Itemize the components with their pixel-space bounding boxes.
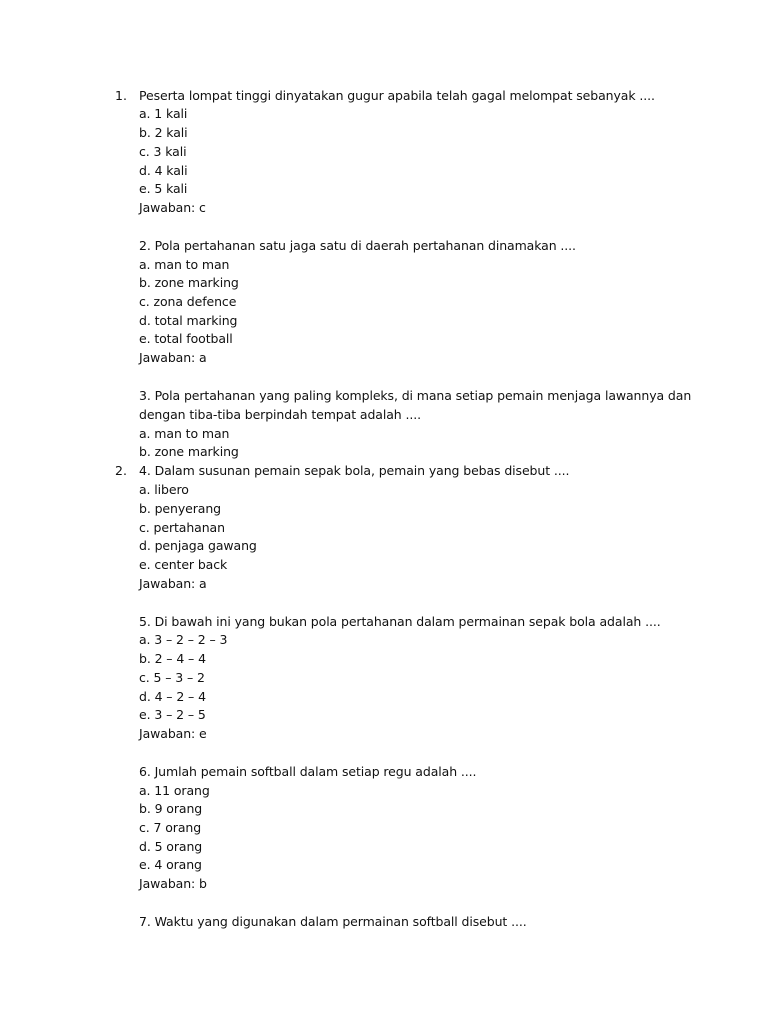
- question-3-text-line-2: dengan tiba-tiba berpindah tempat adalah ....: [139, 407, 421, 422]
- question-5-option-b: b. 2 – 4 – 4: [139, 651, 206, 666]
- question-7-text: 7. Waktu yang digunakan dalam permainan softball disebut ....: [139, 914, 527, 929]
- question-1-text: Peserta lompat tinggi dinyatakan gugur apabila telah gagal melompat sebanyak ....: [139, 88, 655, 103]
- question-2-answer: Jawaban: a: [139, 350, 207, 365]
- question-5-option-d: d. 4 – 2 – 4: [139, 689, 206, 704]
- list-marker-1: 1.: [115, 88, 127, 103]
- question-2-option-b: b. zone marking: [139, 275, 239, 290]
- question-1-option-c: c. 3 kali: [139, 144, 187, 159]
- question-4-option-e: e. center back: [139, 557, 228, 572]
- question-6-option-b: b. 9 orang: [139, 801, 203, 816]
- question-2-option-d: d. total marking: [139, 313, 238, 328]
- question-3-option-a: a. man to man: [139, 426, 230, 441]
- question-3-text-line-1: 3. Pola pertahanan yang paling kompleks, di mana setiap pemain menjaga lawannya dan: [139, 388, 692, 403]
- question-6-option-d: d. 5 orang: [139, 839, 203, 854]
- question-1-answer: Jawaban: c: [139, 200, 206, 215]
- list-marker-2: 2.: [115, 463, 127, 478]
- question-5-option-e: e. 3 – 2 – 5: [139, 707, 206, 722]
- question-4-answer: Jawaban: a: [139, 576, 207, 591]
- question-1-option-b: b. 2 kali: [139, 125, 188, 140]
- question-4-option-a: a. libero: [139, 482, 189, 497]
- question-4-text: 4. Dalam susunan pemain sepak bola, pemain yang bebas disebut ....: [139, 463, 570, 478]
- question-4-option-b: b. penyerang: [139, 501, 221, 516]
- question-5-text: 5. Di bawah ini yang bukan pola pertahanan dalam permainan sepak bola adalah ....: [139, 614, 661, 629]
- question-2-text: 2. Pola pertahanan satu jaga satu di daerah pertahanan dinamakan ....: [139, 238, 576, 253]
- question-1-option-d: d. 4 kali: [139, 163, 188, 178]
- question-4-option-d: d. penjaga gawang: [139, 538, 257, 553]
- question-6-answer: Jawaban: b: [139, 876, 207, 891]
- question-5-option-a: a. 3 – 2 – 2 – 3: [139, 632, 228, 647]
- question-6-text: 6. Jumlah pemain softball dalam setiap regu adalah ....: [139, 764, 477, 779]
- question-1-option-e: e. 5 kali: [139, 181, 188, 196]
- question-6-option-c: c. 7 orang: [139, 820, 202, 835]
- question-5-answer: Jawaban: e: [139, 726, 207, 741]
- question-3-option-b: b. zone marking: [139, 444, 239, 459]
- question-4-option-c: c. pertahanan: [139, 520, 225, 535]
- question-6-option-a: a. 11 orang: [139, 783, 210, 798]
- question-1-option-a: a. 1 kali: [139, 106, 188, 121]
- question-2-option-e: e. total football: [139, 331, 233, 346]
- question-6-option-e: e. 4 orang: [139, 857, 202, 872]
- question-5-option-c: c. 5 – 3 – 2: [139, 670, 205, 685]
- question-2-option-c: c. zona defence: [139, 294, 237, 309]
- question-2-option-a: a. man to man: [139, 257, 230, 272]
